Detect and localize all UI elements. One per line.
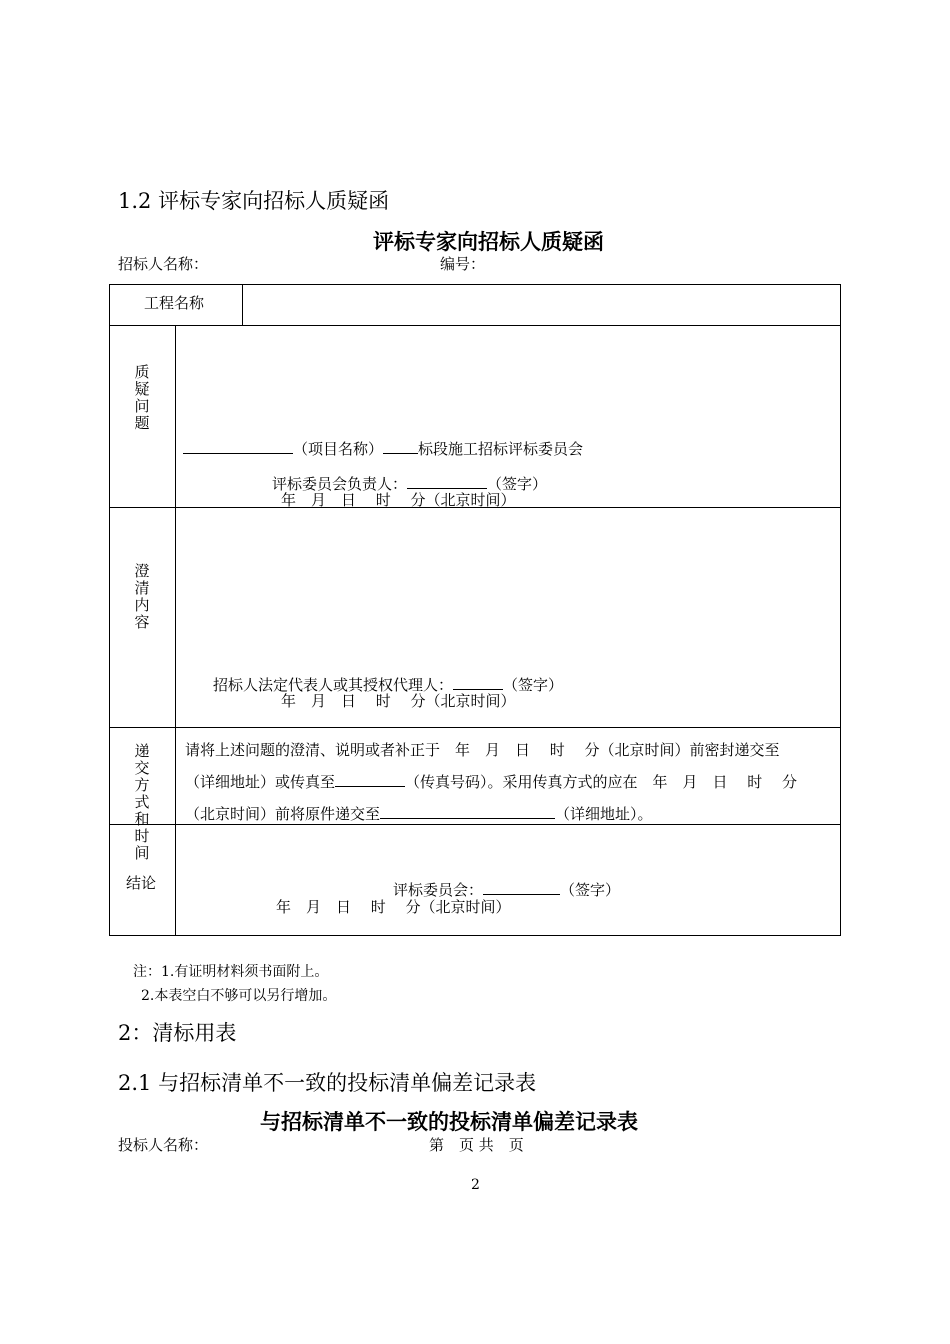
delivery-line-2b: （传真号码）。采用传真方式的应在 年 月 日 时 分 [405, 773, 798, 791]
conclusion-sign-prefix: 评标委员会： [393, 881, 484, 899]
tenderer-name-label: 招标人名称： [118, 255, 209, 273]
signature-blank[interactable] [407, 474, 487, 489]
delivery-line-3b: （详细地址）。 [555, 805, 653, 823]
conclusion-label: 结论 [126, 874, 157, 892]
bidder-name-label: 投标人名称： [118, 1136, 209, 1154]
sign-suffix: （签字） [487, 475, 548, 493]
conclusion-signature-blank[interactable] [483, 880, 560, 895]
delivery-line-1: 请将上述问题的澄清、说明或者补正于 年 月 日 时 分（北京时间）前密封递交至 [185, 741, 780, 759]
project-name-field[interactable] [244, 287, 838, 323]
conclusion-content-field[interactable] [178, 828, 838, 868]
page-number: 2 [471, 1177, 480, 1193]
delivery-line-3a: （北京时间）前将原件递交至 [185, 805, 381, 823]
question-label: 质疑问题 [134, 363, 150, 432]
section-blank[interactable] [383, 439, 418, 454]
project-name-label: 工程名称 [144, 294, 205, 312]
project-name-hint: （项目名称） [293, 440, 384, 458]
number-label: 编号： [440, 255, 486, 273]
clarify-signature-blank[interactable] [453, 675, 503, 690]
form2-title: 与招标清单不一致的投标清单偏差记录表 [260, 1109, 638, 1134]
question-content-field[interactable] [178, 329, 838, 429]
delivery-line-2 [185, 771, 797, 792]
section-heading-2-1: 2.1 与招标清单不一致的投标清单偏差记录表 [118, 1071, 537, 1095]
committee-text: 标段施工招标评标委员会 [418, 440, 584, 458]
fax-blank[interactable] [335, 772, 405, 787]
conclusion-sign-suffix: （签字） [560, 881, 621, 899]
form1-title: 评标专家向招标人质疑函 [373, 229, 604, 254]
note-1: 注：1.有证明材料须书面附上。 [133, 964, 329, 980]
project-name-blank[interactable] [183, 439, 293, 454]
conclusion-date: 年 月 日 时 分（北京时间） [276, 898, 511, 916]
sign-prefix: 评标委员会负责人： [272, 475, 408, 493]
address-blank[interactable] [380, 804, 555, 819]
note-2: 2.本表空白不够可以另行增加。 [141, 988, 337, 1004]
clarify-label: 澄清内容 [134, 562, 150, 631]
delivery-line-3 [185, 803, 653, 824]
clarify-sign-suffix: （签字） [503, 676, 564, 694]
clarify-date: 年 月 日 时 分（北京时间） [281, 692, 516, 710]
clarify-sign-prefix: 招标人法定代表人或其授权代理人： [213, 676, 454, 694]
question-project-line [183, 438, 583, 459]
question-date: 年 月 日 时 分（北京时间） [281, 491, 516, 509]
section-heading-1-2: 1.2 评标专家向招标人质疑函 [118, 189, 390, 213]
query-letter-table [109, 284, 841, 936]
page-of-label: 第 页 共 页 [429, 1136, 524, 1154]
clarify-content-field[interactable] [178, 511, 838, 661]
delivery-label: 递交方式和时间 [134, 742, 150, 862]
section-heading-2: 2：清标用表 [118, 1021, 237, 1045]
delivery-line-2a: （详细地址）或传真至 [185, 773, 336, 791]
